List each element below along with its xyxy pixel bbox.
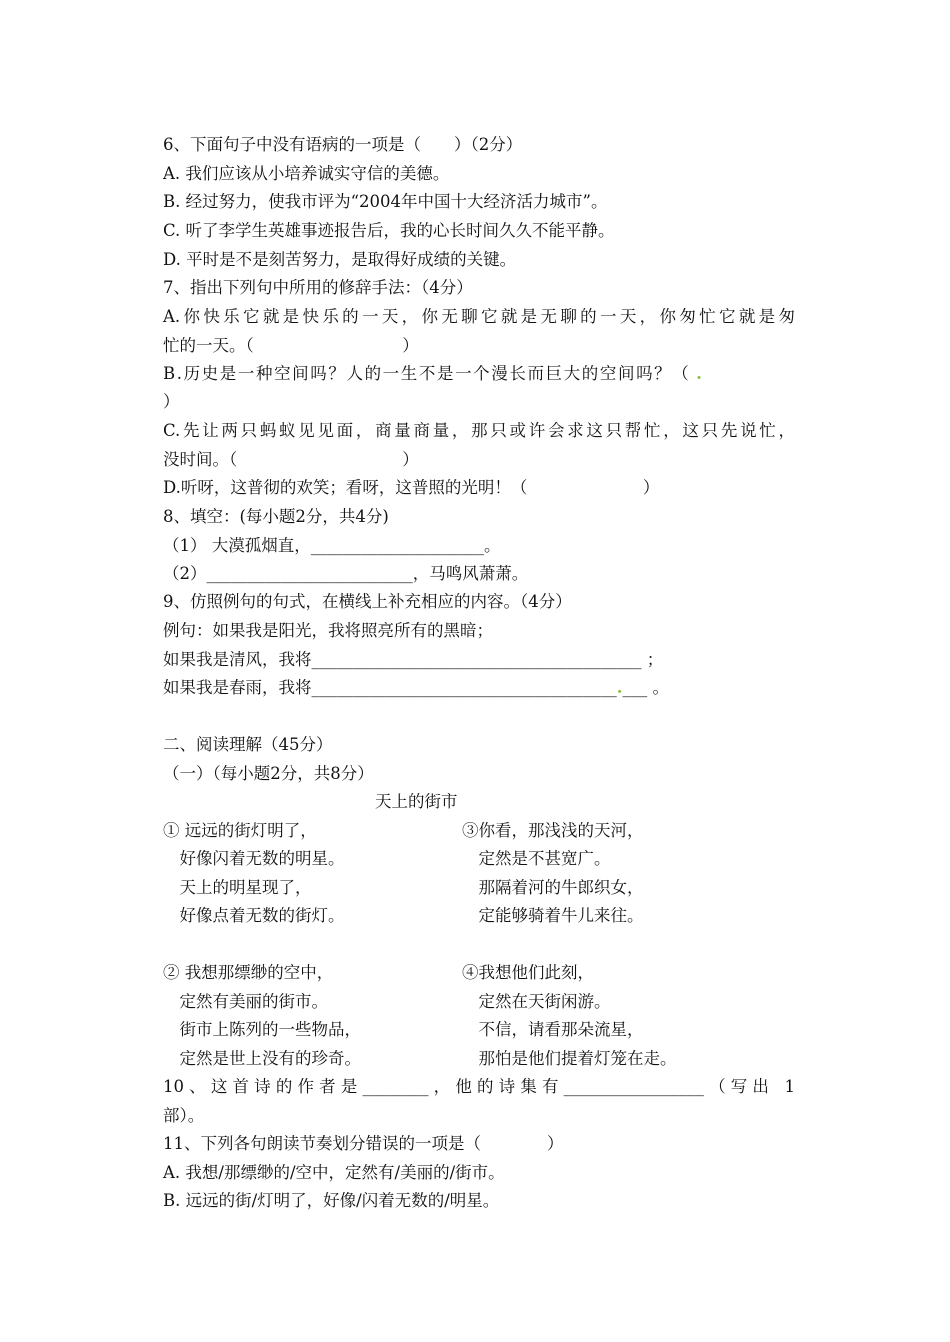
mark-dot-icon: . (690, 364, 702, 383)
q7-c-line2: 没时间。（ ） (163, 450, 419, 469)
q6-option-a: A. 我们应该从小培养诚实守信的美德。 (163, 164, 450, 183)
q11-option-b: B. 远远的街/灯明了，好像/闪着无数的/明星。 (163, 1191, 500, 1210)
q8-blank-2: （2）_________________________，马鸣风萧萧。 (163, 564, 529, 583)
q6-option-d: D. 平时是不是刻苦努力，是取得好成绩的关键。 (163, 250, 517, 269)
q7-stem: 7、指出下列句中所用的修辞手法：（4分） (163, 278, 473, 297)
poem-line: 那怕是他们提着灯笼在走。 (462, 1049, 677, 1068)
mark-dot-icon: . (616, 678, 623, 697)
poem-line: ① 远远的街灯明了， (163, 821, 317, 840)
q7-b-line2: ） (163, 392, 180, 411)
q8-blank-1: （1） 大漠孤烟直，_____________________。 (163, 536, 501, 555)
q7-a-line2: 忙的一天。（ ） (163, 336, 419, 355)
poem-line: 好像闪着无数的明星。 (163, 849, 345, 868)
q7-b-text: B.历史是一种空间吗？人的一生不是一个漫长而巨大的空间吗？（ (163, 364, 691, 383)
q6-stem: 6、下面句子中没有语病的一项是（ ）（2分） (163, 135, 523, 154)
q9-blank-2-text: 如果我是春雨，我将_____________________________________ (163, 678, 617, 697)
poem-line: 好像点着无数的街灯。 (163, 906, 345, 925)
q9-stem: 9、仿照例句的句式，在横线上补充相应的内容。（4分） (163, 592, 572, 611)
section-subtitle: （一）（每小题2分，共8分） (163, 764, 374, 783)
poem-line: 不信，请看那朵流星， (462, 1020, 644, 1039)
q11-option-a: A. 我想/那缥缈的/空中，定然有/美丽的/街市。 (163, 1163, 505, 1182)
q10-line1: 10、这首诗的作者是________，他的诗集有_________________（写出 1 (163, 1077, 795, 1096)
q7-d: D.听呀，这普彻的欢笑；看呀，这普照的光明！（ ） (163, 478, 660, 497)
q7-b-line1 (163, 363, 702, 385)
q7-a-line1: A.你快乐它就是快乐的一天，你无聊它就是无聊的一天，你匆忙它就是匆 (163, 307, 795, 326)
q6-option-c: C. 听了李学生英雄事迹报告后，我的心长时间久久不能平静。 (163, 221, 615, 240)
q8-stem: 8、填空：(每小题2分，共4分) (163, 507, 389, 526)
poem-line: 街市上陈列的一些物品， (163, 1020, 361, 1039)
poem-line: 定然有美丽的街市。 (163, 992, 328, 1011)
q6-option-b: B. 经过努力，使我市评为“2004年中国十大经济活力城市”。 (163, 192, 608, 211)
q7-c-line1: C.先让两只蚂蚁见见面，商量商量，那只或许会求这只帮忙，这只先说忙， (163, 421, 795, 440)
q9-blank-1: 如果我是清风，我将________________________________________ ； (163, 650, 664, 669)
poem-line: ③你看，那浅浅的天河， (462, 821, 644, 840)
q11-stem: 11、下列各句朗读节奏划分错误的一项是（ ） (163, 1134, 564, 1153)
q9-blank-2 (163, 677, 669, 699)
poem-line: 那隔着河的牛郎织女， (462, 878, 644, 897)
poem-title: 天上的街市 (375, 792, 458, 811)
poem-line: 天上的明星现了， (163, 878, 312, 897)
section-title: 二、阅读理解（45分） (163, 735, 333, 754)
poem-line: ② 我想那缥缈的空中， (163, 963, 334, 982)
poem-line: 定然是不甚宽广。 (462, 849, 611, 868)
q9-blank-2-tail: ___ 。 (622, 678, 669, 697)
poem-line: 定能够骑着牛儿来往。 (462, 906, 644, 925)
q9-example: 例句：如果我是阳光，我将照亮所有的黑暗； (163, 621, 493, 640)
poem-line: 定然在天街闲游。 (462, 992, 611, 1011)
poem-line: 定然是世上没有的珍奇。 (163, 1049, 361, 1068)
q10-line2: 部）。 (163, 1106, 205, 1125)
poem-line: ④我想他们此刻， (462, 963, 594, 982)
